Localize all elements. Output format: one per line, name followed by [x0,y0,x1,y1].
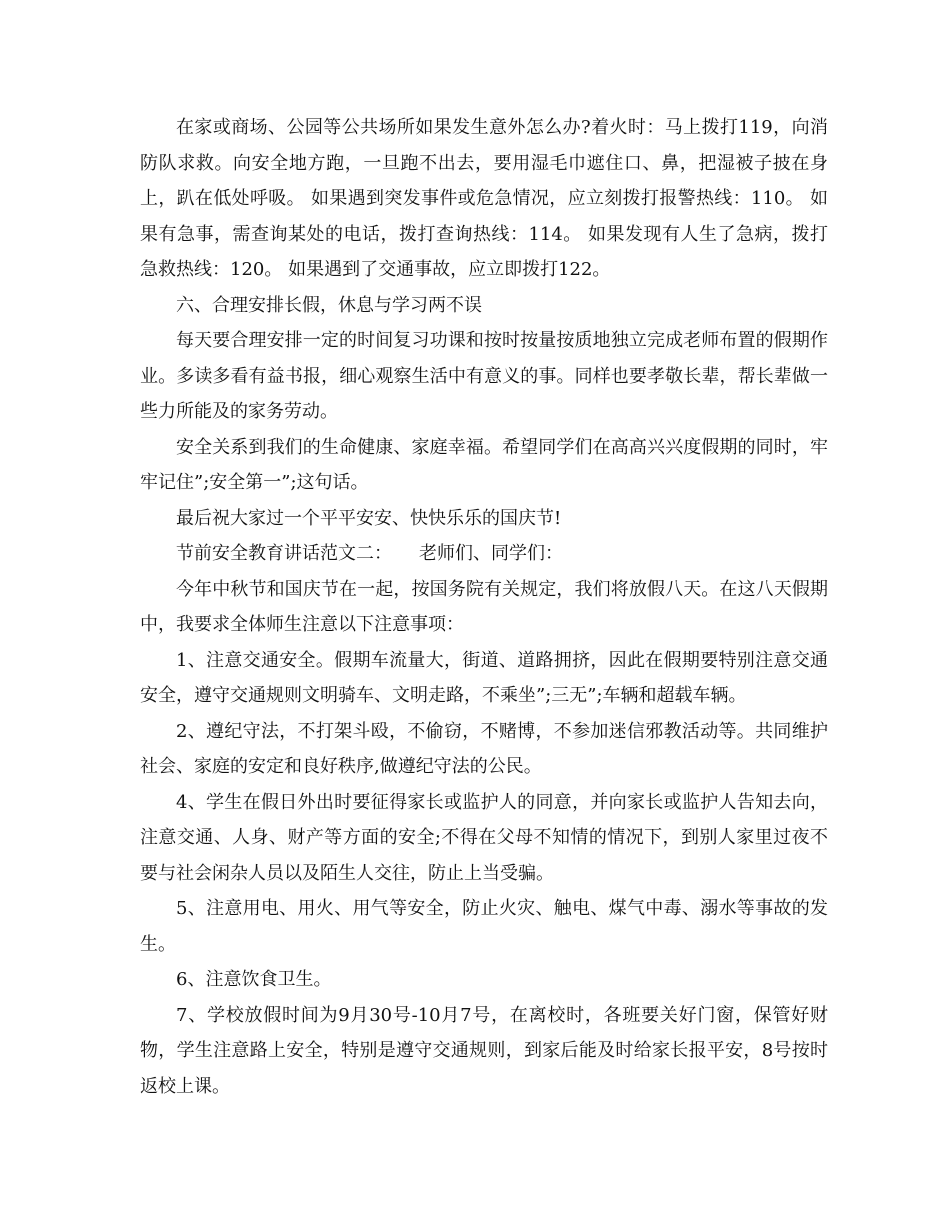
list-item-law-abiding: 2、遵纪守法，不打架斗殴，不偷窃，不赌博，不参加迷信邪教活动等。共同维护社会、家庭的安定和良好秩序,做遵纪守法的公民。 [140,720,828,777]
paragraph-holiday-notice: 今年中秋节和国庆节在一起，按国务院有关规定，我们将放假八天。在这八天假期中，我要求全体师生注意以下注意事项： [140,578,828,635]
list-item-fire-electric-safety: 5、注意用电、用火、用气等安全，防止火灾、触电、煤气中毒、溺水等事故的发生。 [140,898,828,955]
paragraph-study-plan: 每天要合理安排一定的时间复习功课和按时按量按质地独立完成老师布置的假期作业。多读多看有益书报，细心观察生活中有意义的事。同样也要孝敬长辈，帮长辈做一些力所能及的家务劳动。 [140,330,828,422]
paragraph-speech-two-heading: 节前安全教育讲话范文二： 老师们、同学们： [176,543,563,564]
section-heading-holiday-planning: 六、合理安排长假，休息与学习两不误 [176,294,482,316]
document-body [140,110,828,1104]
paragraph-safety-importance: 安全关系到我们的生命健康、家庭幸福。希望同学们在高高兴兴度假期的同时，牢牢记住”;安全第一”;这句话。 [140,436,828,493]
paragraph-emergency-numbers: 在家或商场、公园等公共场所如果发生意外怎么办?着火时：马上拨打119，向消防队求救。向安全地方跑，一旦跑不出去，要用湿毛巾遮住口、鼻，把湿被子披在身上，趴在低处呼吸。 如果遇到突发事件或危急情况，应立刻拨打报警热线：110。 如果有急事，需查询某处的电话，拨打查询热线：114。 如果发现有人生了急病，拨打急救热线：120。 如果遇到了交通事故，应立即拨打122。 [140,117,828,280]
list-item-food-hygiene: 6、注意饮食卫生。 [176,969,332,990]
list-item-traffic-safety: 1、注意交通安全。假期车流量大，街道、道路拥挤，因此在假期要特别注意交通安全，遵守交通规则文明骑车、文明走路，不乘坐”;三无”;车辆和超载车辆。 [140,649,828,706]
list-item-school-schedule: 7、学校放假时间为9月30号-10月7号，在离校时，各班要关好门窗，保管好财物，学生注意路上安全，特别是遵守交通规则，到家后能及时给家长报平安，8号按时返校上课。 [140,1004,828,1097]
list-item-going-out: 4、学生在假日外出时要征得家长或监护人的同意，并向家长或监护人告知去向，注意交通、人身、财产等方面的安全;不得在父母不知情的情况下，到别人家里过夜不要与社会闲杂人员以及陌生人交往，防止上当受骗。 [140,791,828,884]
paragraph-closing-wish: 最后祝大家过一个平平安安、快快乐乐的国庆节! [176,507,562,529]
